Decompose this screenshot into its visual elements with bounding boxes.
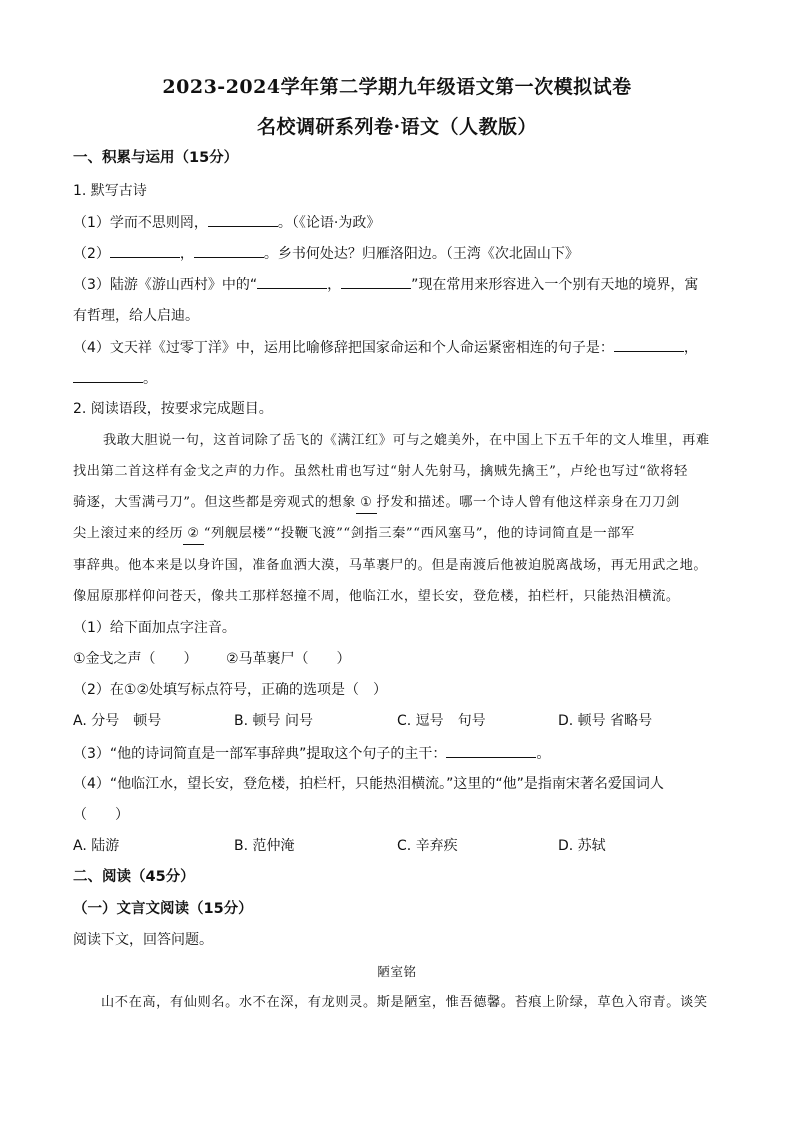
reading-instruction: 阅读下文，回答问题。 bbox=[73, 932, 213, 948]
exam-title: 2023-2024学年第二学期九年级语文第一次模拟试卷 bbox=[162, 76, 632, 98]
answer-blank[interactable] bbox=[194, 243, 264, 258]
option-d[interactable]: D. 顿号 省略号 bbox=[558, 713, 653, 729]
exam-subtitle: 名校调研系列卷·语文（人教版） bbox=[256, 116, 538, 138]
classical-passage-line: 山不在高，有仙则名。水不在深，有龙则灵。斯是陋室，惟吾德馨。苔痕上阶绿，草色入帘青。谈笑 bbox=[101, 995, 708, 1010]
passage-line: 我敢大胆说一句，这首词除了岳飞的《满江红》可与之媲美外，在中国上下五千年的文人堆里，再难 bbox=[103, 433, 710, 448]
part1-heading: （一）文言文阅读（15分） bbox=[73, 901, 253, 917]
passage-line: 骑逐，大雪满弓刀”。但这些都是旁观式的想象 ① 抒发和描述。哪一个诗人曾有他这样亲身在刀刀剑 bbox=[73, 493, 680, 514]
q1-label: 1. 默写古诗 bbox=[73, 183, 147, 199]
passage-line: 像屈原那样仰问苍天，像共工那样怒撞不周，他临江水，望长安，登危楼，拍栏杆，只能热泪横流。 bbox=[73, 589, 680, 604]
q1-item4: （4）文天祥《过零丁洋》中，运用比喻修辞把国家命运和个人命运紧密相连的句子是： ， bbox=[73, 337, 698, 358]
option-a[interactable]: A. 分号 顿号 bbox=[73, 713, 162, 729]
section1-heading: 一、积累与运用（15分） bbox=[73, 150, 239, 166]
q2-sub4: （4）“他临江水，望长安，登危楼，拍栏杆，只能热泪横流。”这里的“他”是指南宋著名爱国词人 bbox=[73, 776, 664, 792]
punctuation-slot-1: ① bbox=[356, 493, 376, 514]
passage-line: 尖上滚过来的经历 ② “列舰层楼”“投鞭飞渡”“剑指三秦”“西风塞马”，他的诗词简直是一部军 bbox=[73, 524, 635, 545]
q2-label: 2. 阅读语段，按要求完成题目。 bbox=[73, 401, 273, 417]
option-c[interactable]: C. 逗号 句号 bbox=[397, 713, 486, 729]
q1-item3: （3）陆游《游山西村》中的“ ， ”现在常用来形容进入一个别有天地的境界，寓 bbox=[73, 274, 698, 295]
answer-blank[interactable] bbox=[614, 337, 684, 352]
answer-blank[interactable] bbox=[73, 368, 143, 383]
q2-sub2: （2）在①②处填写标点符号，正确的选项是（ ） bbox=[73, 682, 388, 698]
passage-line: 找出第二首这样有金戈之声的力作。虽然杜甫也写过“射人先射马，擒贼先擒王”，卢纶也写过“欲将轻 bbox=[73, 464, 688, 479]
q2-sub3: （3）“他的诗词简直是一部军事辞典”提取这个句子的主干： 。 bbox=[73, 743, 550, 764]
q2-sub1-b: ②马革裹尸（ ） bbox=[226, 651, 351, 667]
option-c[interactable]: C. 辛弃疾 bbox=[397, 838, 458, 854]
option-a[interactable]: A. 陆游 bbox=[73, 838, 120, 854]
passage-title: 陋室铭 bbox=[377, 964, 417, 979]
answer-blank[interactable] bbox=[257, 274, 327, 289]
q1-item2: （2） ， 。乡书何处达？归雁洛阳边。（王湾《次北固山下》 bbox=[73, 243, 579, 264]
q1-item3-continued: 有哲理，给人启迪。 bbox=[73, 308, 199, 324]
punctuation-slot-2: ② bbox=[183, 524, 203, 545]
answer-blank[interactable] bbox=[341, 274, 411, 289]
q2-sub1-a: ①金戈之声（ ） bbox=[73, 651, 198, 667]
option-d[interactable]: D. 苏轼 bbox=[558, 838, 606, 854]
option-b[interactable]: B. 顿号 问号 bbox=[234, 713, 313, 729]
q2-sub4-paren: （ ） bbox=[73, 807, 129, 823]
q1-item4-continued: 。 bbox=[73, 368, 157, 389]
q2-sub1: （1）给下面加点字注音。 bbox=[73, 620, 236, 636]
answer-blank[interactable] bbox=[110, 243, 180, 258]
passage-line: 事辞典。他本来是以身许国，准备血洒大漠，马革裹尸的。但是南渡后他被迫脱离战场，再无用武之地。 bbox=[73, 558, 708, 573]
q1-item1: （1）学而不思则罔， 。（《论语·为政》 bbox=[73, 212, 380, 233]
answer-blank[interactable] bbox=[446, 743, 536, 758]
option-b[interactable]: B. 范仲淹 bbox=[234, 838, 295, 854]
section2-heading: 二、阅读（45分） bbox=[73, 869, 195, 885]
answer-blank[interactable] bbox=[208, 212, 278, 227]
